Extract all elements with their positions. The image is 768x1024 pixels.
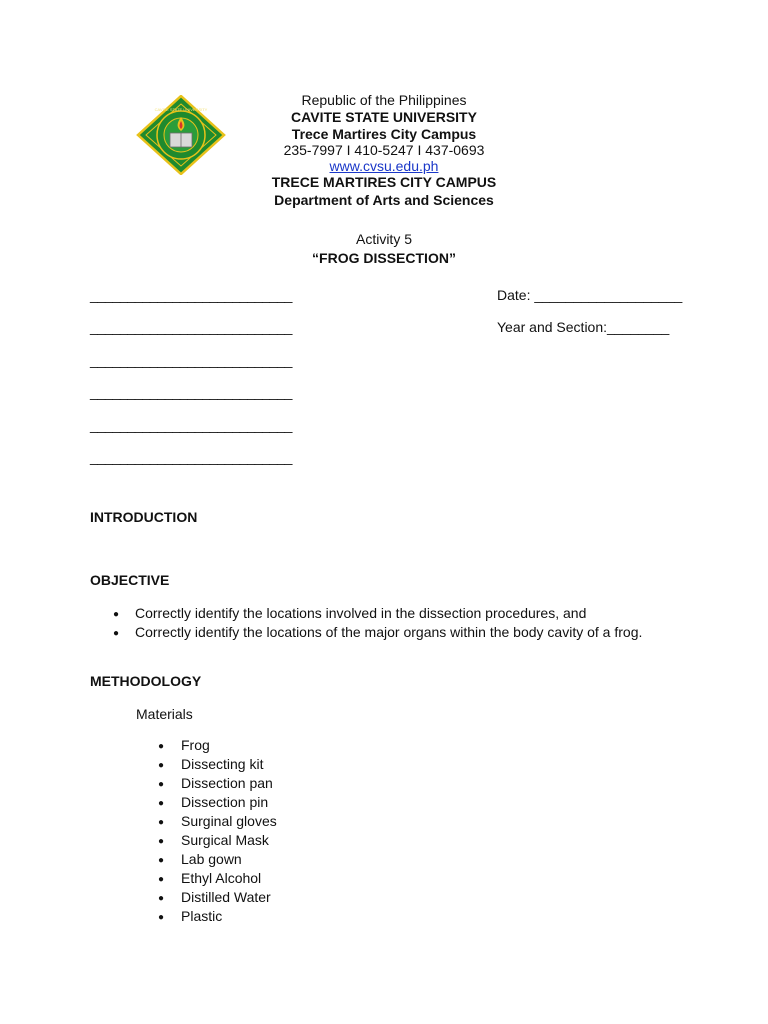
bullet-icon: ●	[113, 609, 120, 620]
list-item	[158, 794, 277, 813]
campus-name: Trece Martires City Campus	[291, 126, 477, 142]
list-item	[158, 737, 277, 756]
list-item	[158, 851, 277, 870]
bullet-icon: ●	[158, 741, 165, 752]
department-name: Department of Arts and Sciences	[274, 192, 494, 208]
activity-number: Activity 5	[355, 231, 412, 247]
campus-caps: TRECE MARTIRES CITY CAMPUS	[271, 174, 497, 190]
material-text: Plastic	[181, 908, 223, 924]
list-item	[158, 908, 277, 927]
material-text: Ethyl Alcohol	[181, 870, 262, 886]
bullet-icon: ●	[158, 874, 165, 885]
material-text: Dissection pan	[181, 775, 273, 791]
republic-line: Republic of the Philippines	[301, 92, 467, 108]
name-line[interactable]: ___________________________	[90, 287, 293, 303]
activity-title: “FROG DISSECTION”	[312, 250, 456, 266]
year-section-field[interactable]: Year and Section:________	[497, 319, 670, 335]
name-line[interactable]: ___________________________	[90, 319, 293, 335]
material-text: Frog	[181, 737, 210, 753]
bullet-icon: ●	[158, 836, 165, 847]
name-line[interactable]: ___________________________	[90, 384, 293, 400]
material-text: Dissection pin	[181, 794, 269, 810]
objective-text: Correctly identify the locations of the major organs within the body cavity of a frog.	[135, 624, 643, 640]
methodology-heading: METHODOLOGY	[90, 673, 202, 689]
website-link[interactable]: www.cvsu.edu.ph	[329, 158, 439, 174]
list-item	[158, 870, 277, 889]
objective-heading: OBJECTIVE	[90, 572, 170, 588]
name-line[interactable]: ___________________________	[90, 449, 293, 465]
name-line[interactable]: ___________________________	[90, 352, 293, 368]
list-item	[158, 889, 277, 908]
bullet-icon: ●	[158, 760, 165, 771]
bullet-icon: ●	[158, 855, 165, 866]
material-text: Lab gown	[181, 851, 242, 867]
phone-numbers: 235-7997 I 410-5247 I 437-0693	[283, 142, 485, 158]
material-text: Dissecting kit	[181, 756, 264, 772]
bullet-icon: ●	[158, 893, 165, 904]
material-text: Surginal gloves	[181, 813, 277, 829]
list-item	[158, 813, 277, 832]
list-item	[113, 624, 642, 643]
name-line[interactable]: ___________________________	[90, 417, 293, 433]
list-item	[158, 832, 277, 851]
bullet-icon: ●	[158, 912, 165, 923]
bullet-icon: ●	[158, 817, 165, 828]
list-item	[158, 775, 277, 794]
list-item	[158, 756, 277, 775]
materials-label: Materials	[136, 706, 193, 722]
material-text: Surgical Mask	[181, 832, 269, 848]
objective-list	[113, 605, 642, 643]
objective-text: Correctly identify the locations involved in the dissection procedures, and	[135, 605, 587, 621]
list-item	[113, 605, 642, 624]
material-text: Distilled Water	[181, 889, 271, 905]
date-field[interactable]: Date: ___________________	[497, 287, 683, 303]
bullet-icon: ●	[113, 628, 120, 639]
bullet-icon: ●	[158, 779, 165, 790]
university-name: CAVITE STATE UNIVERSITY	[291, 109, 477, 125]
bullet-icon: ●	[158, 798, 165, 809]
materials-list	[158, 737, 277, 927]
logo-ring-text: CAVITE STATE UNIVERSITY	[154, 107, 208, 112]
introduction-heading: INTRODUCTION	[90, 509, 198, 525]
